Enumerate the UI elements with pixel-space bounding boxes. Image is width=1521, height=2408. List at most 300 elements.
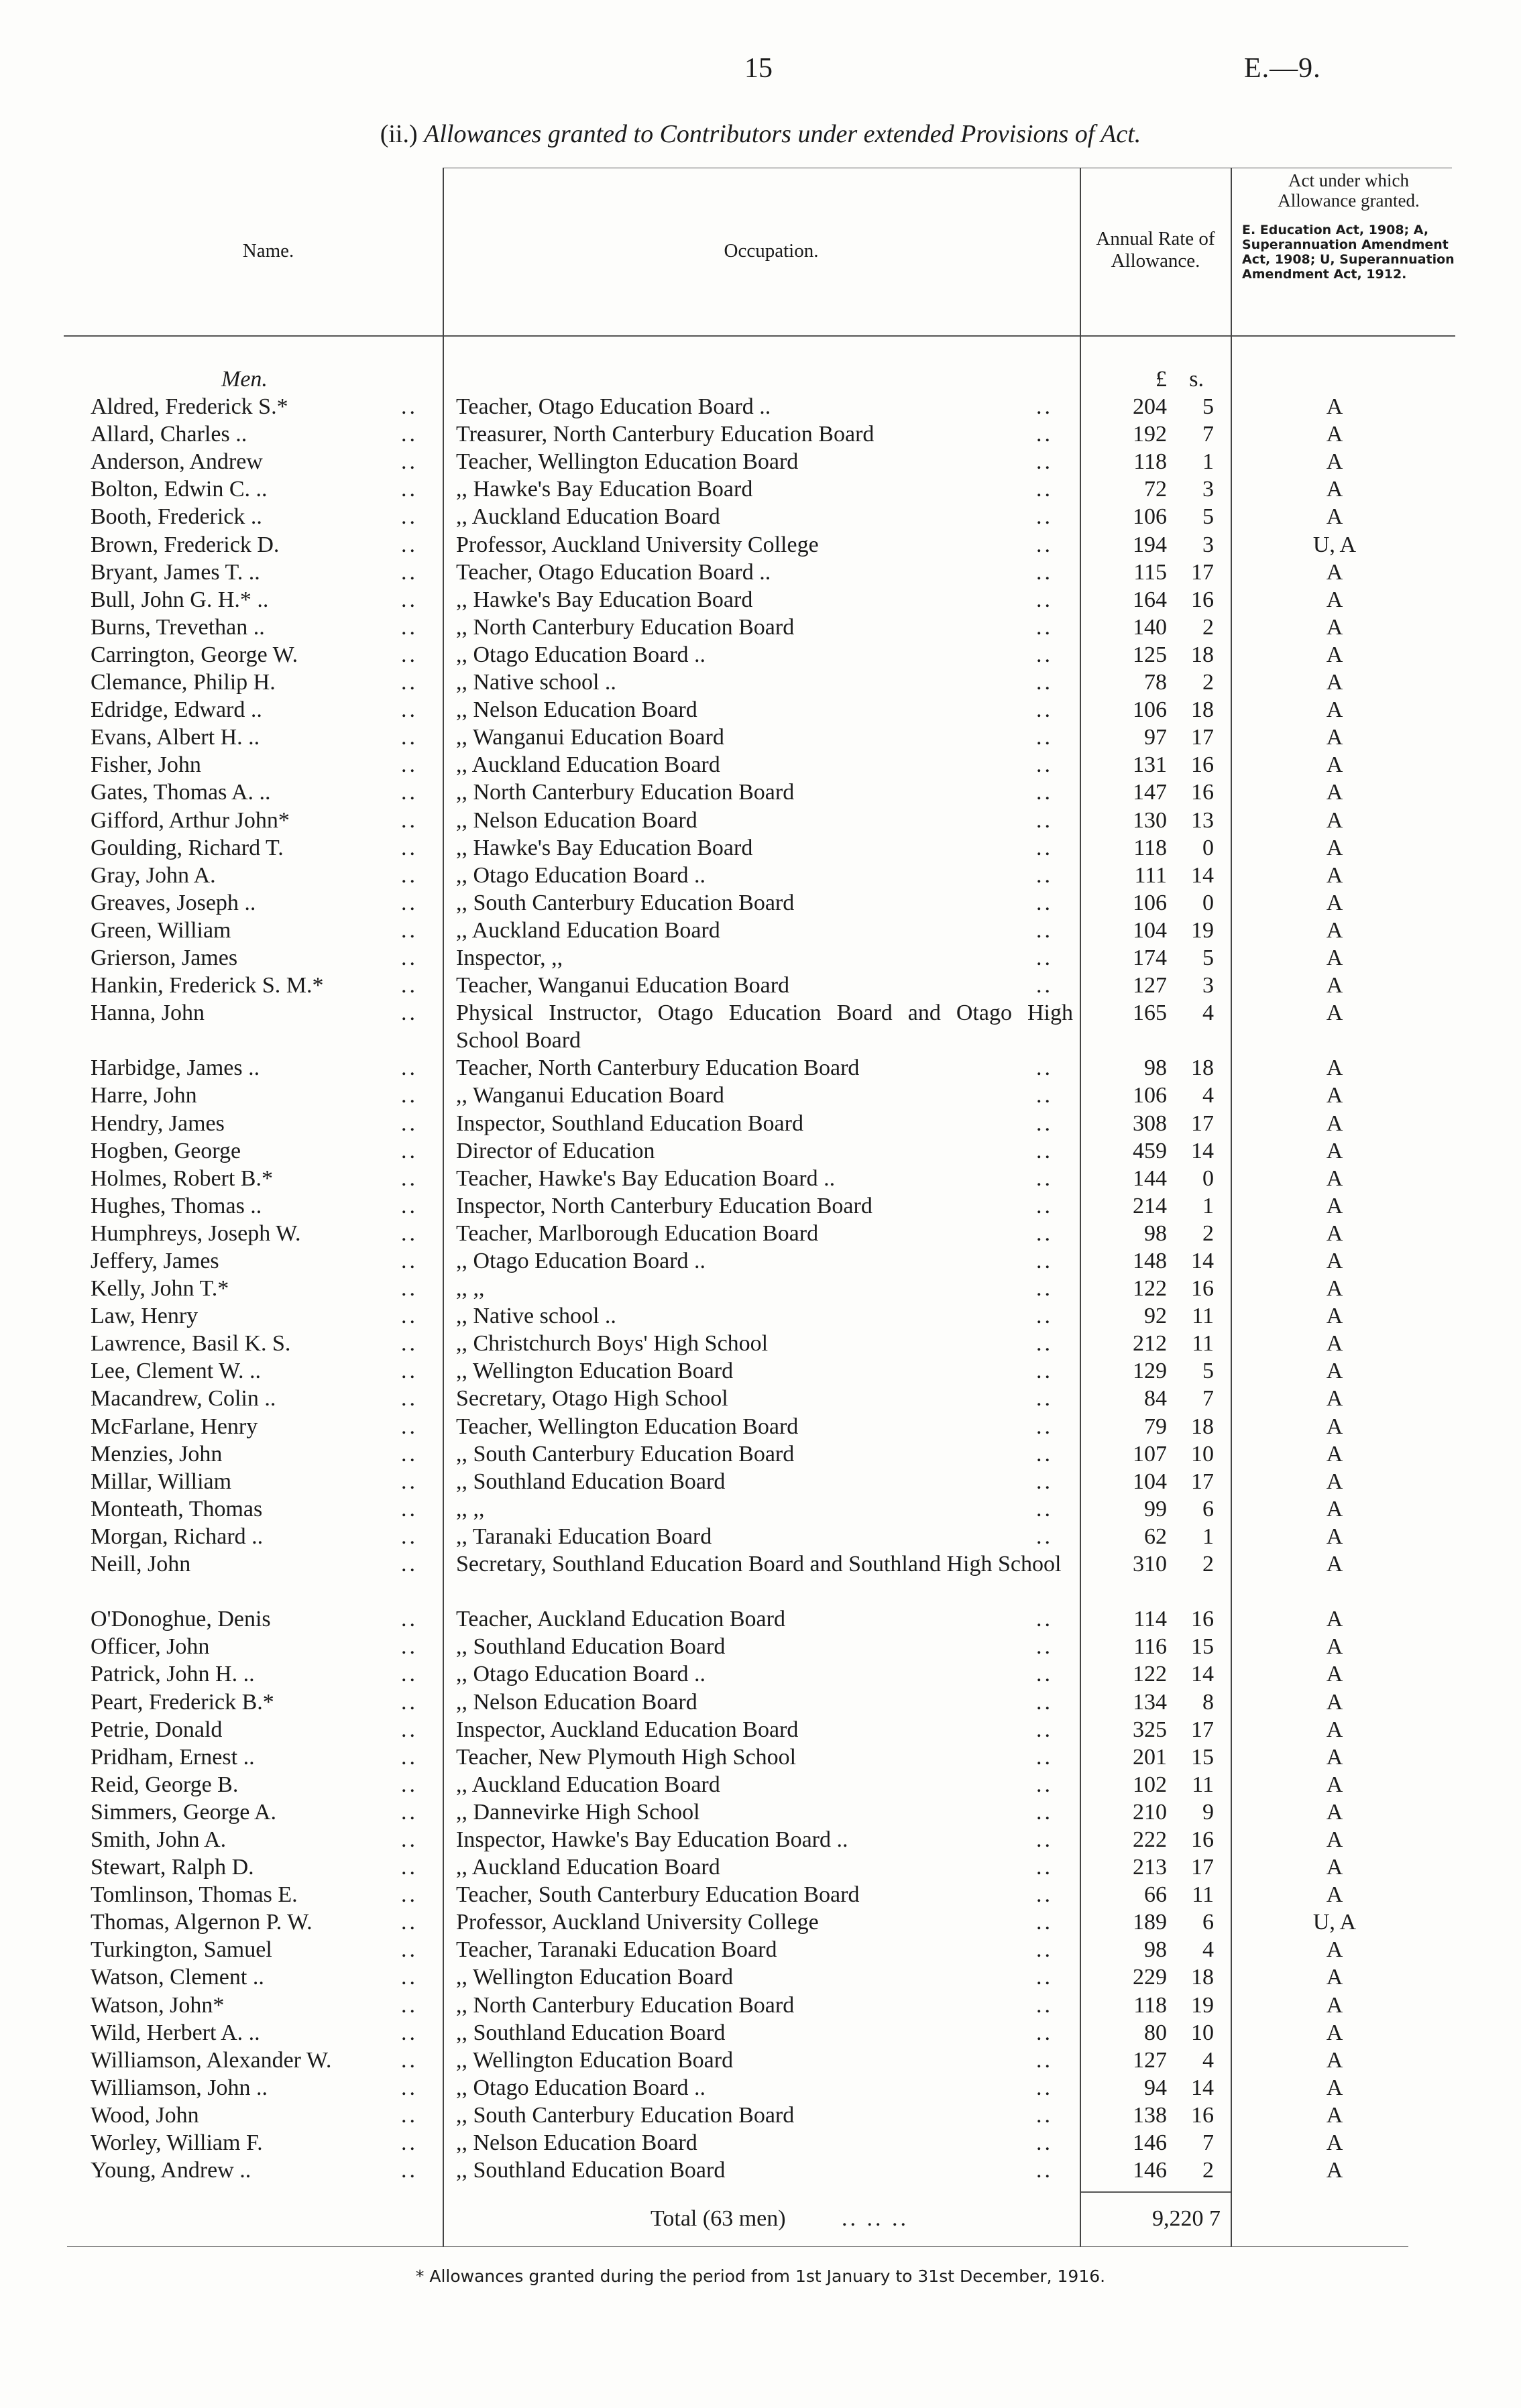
act-code: A <box>1326 835 1343 860</box>
contributor-name: Patrick, John H. .. <box>91 1662 255 1687</box>
contributor-name: Harbidge, James .. <box>91 1055 260 1081</box>
act-code: U, A <box>1312 1910 1357 1935</box>
occupation: ,, Hawke's Bay Education Board <box>456 835 753 860</box>
occupation: ,, Hawke's Bay Education Board <box>456 587 753 612</box>
rate-shillings: 2 <box>1202 1552 1214 1577</box>
table-row <box>0 944 1521 972</box>
table-row <box>0 1468 1521 1495</box>
leader-dots: .. <box>1036 477 1053 502</box>
rate-shillings: 18 <box>1191 642 1214 667</box>
table-row <box>0 2047 1521 2074</box>
occupation: ,, Nelson Education Board <box>456 2130 697 2155</box>
leader-dots: .. <box>401 1552 418 1577</box>
table-row <box>0 1633 1521 1660</box>
document-reference: E.—9. <box>1244 53 1321 84</box>
contributor-name: Grierson, James <box>91 945 238 970</box>
contributor-name: Watson, Clement .. <box>91 1965 264 1990</box>
rate-shillings: 5 <box>1202 1359 1214 1384</box>
rate-pounds: 127 <box>1133 973 1167 998</box>
leader-dots: .. <box>401 1276 418 1302</box>
leader-dots: .. <box>1036 1689 1053 1715</box>
rate-shillings: 18 <box>1191 1414 1214 1439</box>
contributor-name: Simmers, George A. <box>91 1799 277 1825</box>
table-row <box>0 1385 1521 1412</box>
contributor-name: Tomlinson, Thomas E. <box>91 1882 298 1908</box>
act-code: A <box>1326 587 1343 612</box>
leader-dots: .. <box>1036 1882 1053 1908</box>
occupation-column-header: Occupation. <box>724 240 819 262</box>
act-code: A <box>1326 697 1343 723</box>
act-code: A <box>1326 1772 1343 1797</box>
contributor-name: Booth, Frederick .. <box>91 504 262 530</box>
rate-pounds: 118 <box>1133 449 1167 475</box>
contributor-name: Aldred, Frederick S.* <box>91 394 288 420</box>
contributor-name: McFarlane, Henry <box>91 1414 258 1439</box>
rate-shillings: 6 <box>1202 1910 1214 1935</box>
occupation: ,, Southland Education Board <box>456 1469 726 1494</box>
leader-dots: .. <box>1036 1386 1053 1412</box>
contributor-name: Young, Andrew .. <box>91 2158 251 2183</box>
rate-shillings: 4 <box>1202 1937 1214 1963</box>
occupation: Inspector, Southland Education Board <box>456 1110 803 1136</box>
leader-dots: .. <box>1036 2158 1053 2183</box>
rate-pounds: 229 <box>1133 1965 1167 1990</box>
contributor-name: Monteath, Thomas <box>91 1496 263 1522</box>
table-row <box>0 724 1521 751</box>
occupation: ,, Otago Education Board .. <box>456 1662 706 1687</box>
occupation: ,, Southland Education Board <box>456 2020 726 2045</box>
leader-dots: .. <box>401 1249 418 1273</box>
contributor-name: Stewart, Ralph D. <box>91 1855 254 1880</box>
leader-dots: .. <box>1036 1910 1053 1935</box>
act-code: A <box>1326 1717 1343 1742</box>
act-code: A <box>1326 1882 1343 1908</box>
occupation: Teacher, South Canterbury Education Board <box>456 1882 860 1908</box>
act-code: A <box>1326 477 1343 502</box>
table-row <box>0 1220 1521 1247</box>
rate-shillings: 16 <box>1191 587 1214 612</box>
rate-shillings: 3 <box>1202 477 1214 502</box>
table-row <box>0 1605 1521 1633</box>
leader-dots: .. <box>401 1220 418 1246</box>
occupation: Teacher, Hawke's Bay Education Board .. <box>456 1165 836 1191</box>
act-code: A <box>1326 1552 1343 1577</box>
occupation: Professor, Auckland University College <box>456 1910 819 1935</box>
rate-pounds: 125 <box>1133 642 1167 667</box>
rate-shillings: 2 <box>1202 2158 1214 2183</box>
rate-pounds: 131 <box>1133 752 1167 778</box>
contributor-name: Turkington, Samuel <box>91 1937 272 1963</box>
name-column-header: Name. <box>242 240 294 262</box>
occupation: ,, Native school .. <box>456 670 616 695</box>
contributor-name: Hanna, John <box>91 1000 205 1026</box>
leader-dots: .. <box>401 697 418 723</box>
rate-pounds: 210 <box>1133 1799 1167 1825</box>
leader-dots: .. <box>1036 697 1053 723</box>
act-code: A <box>1326 1496 1343 1522</box>
rate-shillings: 18 <box>1191 697 1214 723</box>
contributor-name: Holmes, Robert B.* <box>91 1165 273 1191</box>
leader-dots: .. <box>1036 1496 1053 1522</box>
rate-shillings: 7 <box>1202 2130 1214 2155</box>
pounds-unit: £ <box>1156 367 1167 392</box>
rate-pounds: 98 <box>1144 1937 1167 1963</box>
contributor-name: Burns, Trevethan .. <box>91 614 265 640</box>
act-code: A <box>1326 807 1343 833</box>
act-code: A <box>1326 1165 1343 1191</box>
rate-pounds: 127 <box>1133 2047 1167 2073</box>
act-code: A <box>1326 559 1343 585</box>
leader-dots: .. <box>401 2020 418 2045</box>
leader-dots: .. <box>401 559 418 585</box>
rate-pounds: 98 <box>1144 1055 1167 1081</box>
leader-dots: .. <box>1036 2020 1053 2045</box>
contributor-name: Williamson, Alexander W. <box>91 2047 332 2073</box>
leader-dots: .. <box>1036 1744 1053 1770</box>
rate-shillings: 19 <box>1191 917 1214 943</box>
leader-dots: .. <box>401 862 418 888</box>
contributor-name: Kelly, John T.* <box>91 1276 229 1302</box>
rate-shillings: 3 <box>1202 532 1214 557</box>
leader-dots: .. <box>401 1414 418 1439</box>
contributor-name: Pridham, Ernest .. <box>91 1744 255 1770</box>
contributor-name: Greaves, Joseph .. <box>91 890 256 915</box>
leader-dots: .. <box>401 394 418 420</box>
table-row <box>0 559 1521 586</box>
act-code: A <box>1326 725 1343 750</box>
leader-dots: .. <box>401 1772 418 1797</box>
rate-shillings: 15 <box>1191 1634 1214 1660</box>
occupation: ,, Wellington Education Board <box>456 1359 734 1384</box>
act-code: A <box>1326 1662 1343 1687</box>
table-row <box>0 972 1521 999</box>
table-row <box>0 1275 1521 1302</box>
rate-header-line1: Annual Rate of <box>1096 228 1215 249</box>
act-code: A <box>1326 1855 1343 1880</box>
leader-dots: .. <box>1036 1304 1053 1329</box>
table-row <box>0 807 1521 834</box>
rate-pounds: 78 <box>1144 670 1167 695</box>
table-row <box>0 1963 1521 1991</box>
table-row <box>0 1192 1521 1220</box>
rate-pounds: 213 <box>1133 1855 1167 1880</box>
footnote: * Allowances granted during the period from 1st January to 31st December, 1916. <box>415 2267 1106 2286</box>
leader-dots: .. <box>401 449 418 475</box>
table-title <box>0 119 1521 149</box>
act-code: A <box>1326 504 1343 530</box>
leader-dots: .. <box>401 1689 418 1715</box>
rate-shillings: 11 <box>1192 1304 1214 1329</box>
rate-shillings: 3 <box>1202 973 1214 998</box>
rate-pounds: 122 <box>1133 1662 1167 1687</box>
leader-dots: .. <box>1036 449 1053 475</box>
act-code: A <box>1326 1689 1343 1715</box>
occupation: ,, Taranaki Education Board <box>456 1524 712 1549</box>
rate-pounds: 459 <box>1133 1138 1167 1163</box>
rate-pounds: 165 <box>1133 1000 1167 1026</box>
contributor-name: Wood, John <box>91 2102 199 2128</box>
leader-dots: .. <box>401 1110 418 1136</box>
rate-pounds: 98 <box>1144 1220 1167 1246</box>
rate-pounds: 222 <box>1133 1827 1167 1852</box>
occupation: ,, ,, <box>456 1276 485 1302</box>
occupation: ,, Wanganui Education Board <box>456 1083 724 1108</box>
table-row <box>0 696 1521 724</box>
leader-dots: .. <box>1036 1607 1053 1632</box>
leader-dots: .. <box>401 917 418 943</box>
occupation: ,, Native school .. <box>456 1304 616 1329</box>
table-row <box>0 2019 1521 2047</box>
occupation: ,, North Canterbury Education Board <box>456 780 795 805</box>
rate-shillings: 11 <box>1192 1882 1214 1908</box>
leader-dots: .. <box>401 1000 418 1026</box>
contributor-name: Petrie, Donald <box>91 1717 223 1742</box>
leader-dots: .. <box>1036 587 1053 612</box>
leader-dots: .. <box>401 1662 418 1687</box>
occupation: ,, Wellington Education Board <box>456 1965 734 1990</box>
occupation: Teacher, Marlborough Education Board <box>456 1220 819 1246</box>
leader-dots: .. <box>401 973 418 998</box>
contributor-name: Edridge, Edward .. <box>91 697 262 723</box>
table-row <box>0 1082 1521 1109</box>
occupation: Professor, Auckland University College <box>456 532 819 557</box>
rate-column-header <box>1081 228 1230 272</box>
rate-pounds: 114 <box>1133 1607 1167 1632</box>
table-row <box>0 503 1521 530</box>
rate-pounds: 104 <box>1133 1469 1167 1494</box>
leader-dots: .. <box>1036 1055 1053 1081</box>
rate-pounds: 134 <box>1133 1689 1167 1715</box>
rate-shillings: 0 <box>1202 890 1214 915</box>
rate-pounds: 147 <box>1133 780 1167 805</box>
leader-dots: .. <box>1036 945 1053 970</box>
rate-pounds: 164 <box>1133 587 1167 612</box>
occupation: ,, Nelson Education Board <box>456 697 697 723</box>
leader-dots: .. <box>1036 725 1053 750</box>
leader-dots: .. <box>1036 1110 1053 1136</box>
allowance-table <box>0 365 1521 2184</box>
table-row <box>0 393 1521 420</box>
table-row <box>0 1330 1521 1357</box>
occupation: ,, Auckland Education Board <box>456 1855 720 1880</box>
leader-dots: .. <box>401 1965 418 1990</box>
leader-dots: .. <box>1036 1799 1053 1825</box>
rate-shillings: 17 <box>1191 725 1214 750</box>
leader-dots: .. <box>401 945 418 970</box>
leader-dots: .. <box>401 1138 418 1163</box>
contributor-name: Evans, Albert H. .. <box>91 725 260 750</box>
rate-pounds: 106 <box>1133 697 1167 723</box>
rate-shillings: 17 <box>1191 1469 1214 1494</box>
header-bottom-rule <box>64 335 1455 337</box>
rate-header-line2: Allowance. <box>1111 250 1200 272</box>
rate-pounds: 129 <box>1133 1359 1167 1384</box>
table-row <box>0 669 1521 696</box>
act-code: A <box>1326 1634 1343 1660</box>
table-row <box>0 779 1521 806</box>
occupation: Inspector, Hawke's Bay Education Board .. <box>456 1827 848 1852</box>
rate-pounds: 204 <box>1133 394 1167 420</box>
contributor-name: Wild, Herbert A. .. <box>91 2020 260 2045</box>
table-row <box>0 1936 1521 1963</box>
contributor-name: Morgan, Richard .. <box>91 1524 264 1549</box>
act-code: A <box>1326 2075 1343 2100</box>
rate-pounds: 84 <box>1144 1386 1167 1412</box>
table-row <box>0 1688 1521 1716</box>
table-row <box>0 1550 1521 1605</box>
act-code: A <box>1326 1331 1343 1357</box>
act-code: A <box>1326 973 1343 998</box>
leader-dots: .. <box>401 2075 418 2100</box>
leader-dots: .. <box>1036 614 1053 640</box>
leader-dots: .. <box>1036 1992 1053 2018</box>
table-row <box>0 1853 1521 1881</box>
act-code: A <box>1326 1276 1343 1302</box>
rate-pounds: 66 <box>1144 1882 1167 1908</box>
leader-dots: .. <box>401 2158 418 2183</box>
leader-dots: .. <box>401 2102 418 2128</box>
leader-dots: .. <box>401 890 418 915</box>
leader-dots: .. <box>1036 1524 1053 1549</box>
occupation: ,, Hawke's Bay Education Board <box>456 477 753 502</box>
act-code: A <box>1326 422 1343 447</box>
table-row <box>0 1440 1521 1468</box>
rate-shillings: 8 <box>1202 1689 1214 1715</box>
leader-dots: .. <box>1036 504 1053 530</box>
leader-dots: .. <box>1036 1331 1053 1357</box>
rate-shillings: 6 <box>1202 1496 1214 1522</box>
occupation: ,, South Canterbury Education Board <box>456 1441 795 1467</box>
leader-dots: .. <box>1036 835 1053 860</box>
table-row <box>0 1908 1521 1936</box>
leader-dots: .. <box>1036 1359 1053 1384</box>
rate-shillings: 19 <box>1191 1992 1214 2018</box>
rate-pounds: 115 <box>1133 559 1167 585</box>
table-row <box>0 862 1521 889</box>
leader-dots: .. <box>1036 1249 1053 1273</box>
rate-shillings: 16 <box>1191 752 1214 778</box>
contributor-name: Bull, John G. H.* .. <box>91 587 269 612</box>
contributor-name: O'Donoghue, Denis <box>91 1607 271 1632</box>
contributor-name: Lawrence, Basil K. S. <box>91 1331 291 1357</box>
table-row <box>0 1137 1521 1165</box>
rate-pounds: 146 <box>1133 2158 1167 2183</box>
occupation: ,, Otago Education Board .. <box>456 642 706 667</box>
occupation: ,, Otago Education Board .. <box>456 2075 706 2100</box>
leader-dots: .. <box>1036 670 1053 695</box>
total-bottom-rule <box>67 2246 1408 2247</box>
leader-dots: .. <box>1036 973 1053 998</box>
table-row <box>0 1716 1521 1743</box>
act-column-header <box>1244 170 1453 211</box>
leader-dots: .. <box>401 835 418 860</box>
leader-dots: .. <box>401 1083 418 1108</box>
table-row <box>0 999 1521 1054</box>
contributor-name: Worley, William F. <box>91 2130 263 2155</box>
contributor-name: Hendry, James <box>91 1110 225 1136</box>
act-code: A <box>1326 394 1343 420</box>
occupation: Teacher, New Plymouth High School <box>456 1744 797 1770</box>
act-code: A <box>1326 1359 1343 1384</box>
leader-dots: .. <box>401 670 418 695</box>
occupation: Inspector, ,, <box>456 945 563 970</box>
contributor-name: Gray, John A. <box>91 862 216 888</box>
act-code: U, A <box>1312 532 1357 557</box>
rate-shillings: 17 <box>1191 1717 1214 1742</box>
rate-pounds: 94 <box>1144 2075 1167 2100</box>
rate-shillings: 5 <box>1202 504 1214 530</box>
rate-shillings: 1 <box>1202 1524 1214 1549</box>
rate-shillings: 11 <box>1192 1331 1214 1357</box>
leader-dots: .. <box>401 1855 418 1880</box>
table-row <box>0 531 1521 559</box>
leader-dots: .. <box>1036 2047 1053 2073</box>
rate-pounds: 79 <box>1144 1414 1167 1439</box>
rate-shillings: 14 <box>1191 2075 1214 2100</box>
rate-pounds: 106 <box>1133 504 1167 530</box>
rate-pounds: 62 <box>1144 1524 1167 1549</box>
rate-pounds: 310 <box>1133 1552 1167 1577</box>
rate-shillings: 10 <box>1191 2020 1214 2045</box>
leader-dots: .. <box>1036 1937 1053 1963</box>
act-code: A <box>1326 1000 1343 1026</box>
table-row <box>0 751 1521 779</box>
table-row <box>0 448 1521 475</box>
rate-shillings: 7 <box>1202 1386 1214 1412</box>
rate-shillings: 15 <box>1191 1744 1214 1770</box>
contributor-name: Smith, John A. <box>91 1827 227 1852</box>
leader-dots: .. <box>1036 917 1053 943</box>
leader-dots: .. <box>401 1827 418 1852</box>
rate-shillings: 0 <box>1202 1165 1214 1191</box>
contributor-name: Law, Henry <box>91 1304 199 1329</box>
leader-dots: .. <box>401 422 418 447</box>
occupation: ,, ,, <box>456 1496 485 1522</box>
leader-dots: .. <box>1036 1965 1053 1990</box>
leader-dots: .. <box>401 725 418 750</box>
leader-dots: .. <box>401 1744 418 1770</box>
leader-dots: .. <box>1036 1220 1053 1246</box>
rate-pounds: 122 <box>1133 1276 1167 1302</box>
rate-shillings: 4 <box>1202 1083 1214 1108</box>
rate-pounds: 107 <box>1133 1441 1167 1467</box>
total-value: 9,220 7 <box>1152 2206 1221 2231</box>
act-code: A <box>1326 1937 1343 1963</box>
act-code: A <box>1326 670 1343 695</box>
rate-pounds: 146 <box>1133 2130 1167 2155</box>
leader-dots: .. <box>401 1055 418 1081</box>
contributor-name: Watson, John* <box>91 1992 225 2018</box>
rate-pounds: 97 <box>1144 725 1167 750</box>
contributor-name: Brown, Frederick D. <box>91 532 280 557</box>
occupation: ,, Christchurch Boys' High School <box>456 1331 769 1357</box>
table-row <box>0 1357 1521 1385</box>
occupation: ,, Auckland Education Board <box>456 504 720 530</box>
act-code: A <box>1326 1469 1343 1494</box>
act-code: A <box>1326 1386 1343 1412</box>
leader-dots: .. <box>1036 1193 1053 1218</box>
rate-shillings: 14 <box>1191 1662 1214 1687</box>
contributor-name: Anderson, Andrew <box>91 449 263 475</box>
leader-dots: .. <box>1036 1441 1053 1467</box>
leader-dots: .. <box>401 1331 418 1357</box>
rate-pounds: 194 <box>1133 532 1167 557</box>
rate-pounds: 102 <box>1133 1772 1167 1797</box>
table-row <box>0 2157 1521 2184</box>
occupation: ,, Wanganui Education Board <box>456 725 724 750</box>
act-code: A <box>1326 862 1343 888</box>
act-code: A <box>1326 1992 1343 2018</box>
